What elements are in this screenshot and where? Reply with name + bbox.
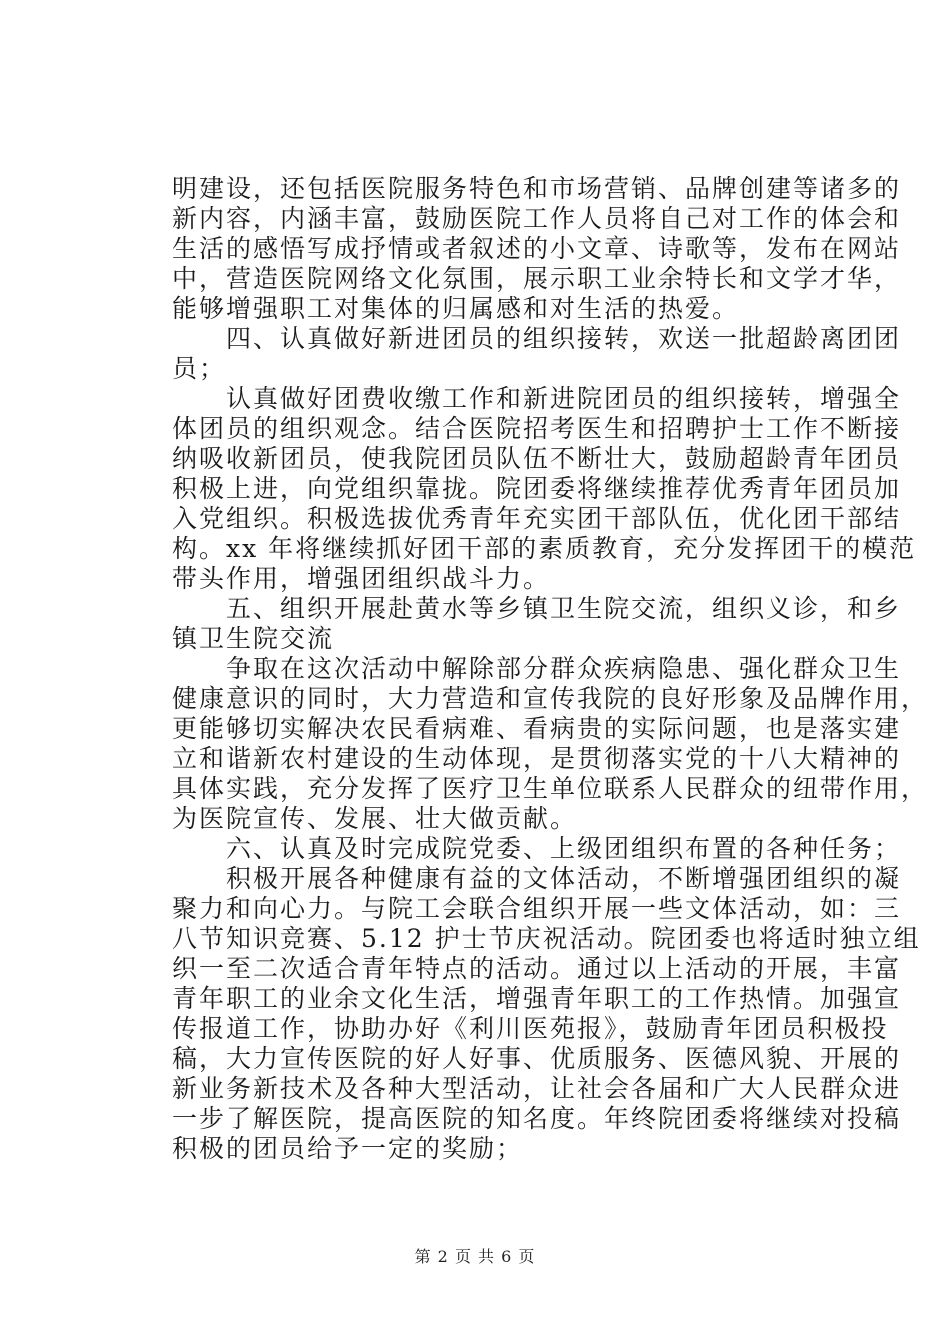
text-line: 认真做好团费收缴工作和新进院团员的组织接转，增强全 [172,384,902,413]
page-number-footer: 第 2 页 共 6 页 [414,1247,536,1266]
document-body [172,174,929,1164]
text-line: 聚力和向心力。与院工会联合组织开展一些文体活动，如：三 [172,894,902,923]
text-line: 能够增强职工对集体的归属感和对生活的热爱。 [172,294,740,323]
text-line: 生活的感悟写成抒情或者叙述的小文章、诗歌等，发布在网站 [172,234,902,263]
section-heading-line: 六、认真及时完成院党委、上级团组织布置的各种任务； [172,834,902,863]
text-line: 青年职工的业余文化生活，增强青年职工的工作热情。加强宣 [172,984,902,1013]
text-line: 更能够切实解决农民看病难、看病贵的实际问题，也是落实建 [172,714,902,743]
text-line: 健康意识的同时，大力营造和宣传我院的良好形象及品牌作用， [172,684,929,713]
text-line: 织一至二次适合青年特点的活动。通过以上活动的开展，丰富 [172,954,902,983]
text-line: 一步了解医院，提高医院的知名度。年终院团委将继续对投稿 [172,1104,902,1133]
section-heading-line: 五、组织开展赴黄水等乡镇卫生院交流，组织义诊，和乡 [172,594,902,623]
text-line: 稿，大力宣传医院的好人好事、优质服务、医德风貌、开展的 [172,1044,902,1073]
text-line: 积极开展各种健康有益的文体活动，不断增强团组织的凝 [172,864,902,893]
text-line: 具体实践，充分发挥了医疗卫生单位联系人民群众的纽带作用， [172,774,929,803]
text-line: 新业务新技术及各种大型活动，让社会各届和广大人民群众进 [172,1074,902,1103]
text-line: 中，营造医院网络文化氛围，展示职工业余特长和文学才华， [172,264,902,293]
text-line: 积极的团员给予一定的奖励； [172,1134,524,1163]
text-line: 带头作用，增强团组织战斗力。 [172,564,551,593]
text-line: 传报道工作，协助办好《利川医苑报》，鼓励青年团员积极投 [172,1014,889,1043]
text-line: 积极上进，向党组织靠拢。院团委将继续推荐优秀青年团员加 [172,474,902,503]
section-heading-line: 镇卫生院交流 [172,624,335,653]
section-heading-line: 四、认真做好新进团员的组织接转，欢送一批超龄离团团 [172,324,902,353]
section-heading-line: 员； [172,354,227,383]
text-line: 八节知识竞赛、5.12 护士节庆祝活动。院团委也将适时独立组 [172,924,921,953]
text-line: 纳吸收新团员，使我院团员队伍不断壮大，鼓励超龄青年团员 [172,444,902,473]
text-line: 争取在这次活动中解除部分群众疾病隐患、强化群众卫生 [172,654,902,683]
text-line: 体团员的组织观念。结合医院招考医生和招聘护士工作不断接 [172,414,902,443]
text-line: 立和谐新农村建设的生动体现，是贯彻落实党的十八大精神的 [172,744,902,773]
text-line: 新内容，内涵丰富，鼓励医院工作人员将自己对工作的体会和 [172,204,902,233]
text-line: 明建设，还包括医院服务特色和市场营销、品牌创建等诸多的 [172,174,902,203]
text-line: 为医院宣传、发展、壮大做贡献。 [172,804,578,833]
text-line: 构。xx 年将继续抓好团干部的素质教育，充分发挥团干的模范 [172,534,917,563]
text-line: 入党组织。积极选拔优秀青年充实团干部队伍，优化团干部结 [172,504,902,533]
